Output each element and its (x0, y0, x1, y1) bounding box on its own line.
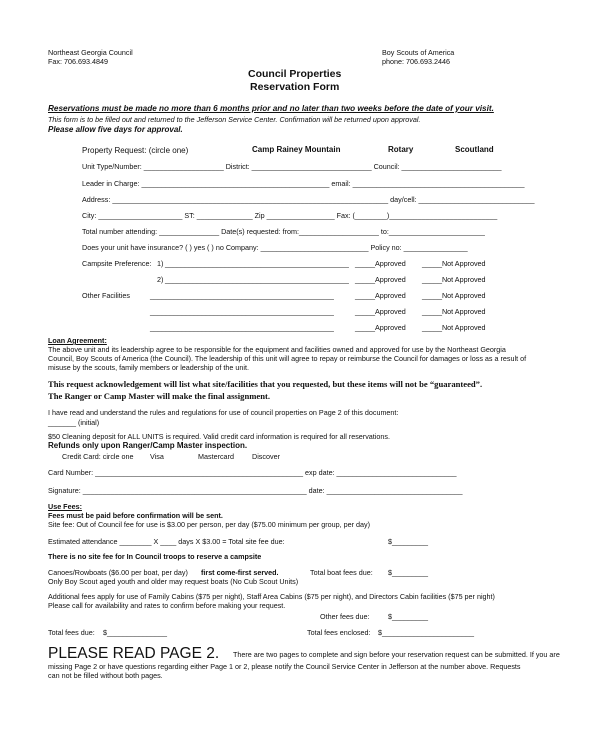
site-fee-text: Site fee: Out of Council fee for use is $3.00 per person, per day ($75.00 minimum per group, per day) (48, 520, 371, 529)
canoe-first-come: first come-first served. (201, 568, 279, 577)
fees-enclosed-label: Total fees enclosed: (307, 628, 371, 637)
approved-1[interactable]: _____Approved (355, 259, 406, 268)
not-approved-2[interactable]: _____Not Approved (422, 275, 486, 284)
facilities-label: Other Facilities (82, 291, 130, 300)
other-fees-label: Other fees due: (320, 612, 370, 621)
loan-text-3: misuse by the scouts, family members or leadership of the unit. (48, 363, 249, 372)
council-fax: Fax: 706.693.4849 (48, 57, 108, 66)
bsa-phone: phone: 706.693.2446 (382, 57, 450, 66)
loan-heading: Loan Agreement: (48, 336, 107, 345)
total-fees-field[interactable]: $_______________ (103, 628, 167, 637)
campsite-label: Campsite Preference: (82, 259, 152, 268)
loan-text-2: Council, Boy Scouts of America (the Council). The leadership of this unit will agree to repay or reimburse the Council for damages or loss as a result of (48, 354, 527, 363)
campsite-num-1: 1) (157, 259, 164, 268)
not-approved-4[interactable]: _____Not Approved (422, 307, 486, 316)
please-read-heading: PLEASE READ PAGE 2. (48, 645, 220, 662)
property-option-scoutland[interactable]: Scoutland (455, 145, 494, 154)
approved-2[interactable]: _____Approved (355, 275, 406, 284)
city-field[interactable]: City: _____________________ ST: ______________ Zip _________________ Fax: (________)___________________________ (82, 211, 498, 220)
card-type-label: Credit Card: circle one (62, 452, 134, 461)
campsite-line-1[interactable]: ______________________________________________ (165, 259, 349, 268)
canoe-restriction: Only Boy Scout aged youth and older may request boats (No Cub Scout Units) (48, 577, 299, 586)
footer-text-2: missing Page 2 or have questions regarding either Page 1 or 2, please notify the Council Service Center in Jefferson at the number above. Requests (48, 662, 521, 671)
notice-line-1: Reservations must be made no more than 6 months prior and no later than two weeks before the date of your visit. (48, 104, 494, 113)
approved-5[interactable]: _____Approved (355, 323, 406, 332)
deposit-text: $50 Cleaning deposit for ALL UNITS is required. Valid credit card information is required for all reservations. (48, 432, 390, 441)
approved-3[interactable]: _____Approved (355, 291, 406, 300)
boat-fee-amount[interactable]: $_________ (388, 568, 428, 577)
notice-line-3: Please allow five days for approval. (48, 125, 183, 134)
campsite-line-2[interactable]: ______________________________________________ (165, 275, 349, 284)
fees-heading: Use Fees: (48, 502, 82, 511)
initial-field[interactable]: _______ (initial) (48, 418, 100, 427)
site-fee-amount[interactable]: $_________ (388, 537, 428, 546)
no-site-fee-text: There is no site fee for In Council troops to reserve a campsite (48, 552, 262, 561)
address-field[interactable]: Address: _____________________________________________________________________ day/cell: _____________________________ (82, 195, 535, 204)
facility-line-3[interactable]: ______________________________________________ (150, 323, 334, 332)
fees-enclosed-field[interactable]: $_______________________ (378, 628, 474, 637)
footer-text-3: can not be filled without both pages. (48, 671, 163, 680)
card-visa[interactable]: Visa (150, 452, 164, 461)
council-name: Northeast Georgia Council (48, 48, 133, 57)
card-mastercard[interactable]: Mastercard (198, 452, 234, 461)
not-approved-1[interactable]: _____Not Approved (422, 259, 486, 268)
not-approved-5[interactable]: _____Not Approved (422, 323, 486, 332)
ack-line-2: The Ranger or Camp Master will make the final assignment. (48, 391, 270, 401)
rules-read-text: I have read and understand the rules and regulations for use of council properties on Page 2 of this document: (48, 408, 399, 417)
footer-text-1: There are two pages to complete and sign before your reservation request can be submitted. If you are (233, 650, 560, 659)
property-option-rainey[interactable]: Camp Rainey Mountain (252, 145, 341, 154)
signature-field[interactable]: Signature: ________________________________________________________ date: __________________________________ (48, 486, 463, 495)
boat-fee-label: Total boat fees due: (310, 568, 373, 577)
notice-line-2: This form is to be filled out and returned to the Jefferson Service Center. Confirmation will be returned upon approval. (48, 115, 421, 124)
facility-line-1[interactable]: ______________________________________________ (150, 291, 334, 300)
property-request-label: Property Request: (circle one) (82, 146, 189, 155)
unit-field[interactable]: Unit Type/Number: ____________________ District: ______________________________ Council: _________________________ (82, 162, 502, 171)
facility-line-2[interactable]: ______________________________________________ (150, 307, 334, 316)
page-subtitle: Reservation Form (250, 81, 340, 93)
estimated-attendance-field[interactable]: Estimated attendance ________ X ____ days X $3.00 = Total site fee due: (48, 537, 285, 546)
card-number-field[interactable]: Card Number: ____________________________________________________ exp date: ______________________________ (48, 468, 457, 477)
card-discover[interactable]: Discover (252, 452, 280, 461)
loan-text-1: The above unit and its leadership agree to be responsible for the equipment and facilities owned and approved for use by the Northeast Georgia (48, 345, 506, 354)
insurance-field[interactable]: Does your unit have insurance? ( ) yes ( ) no Company: ___________________________ Policy no: ________________ (82, 243, 468, 252)
total-fees-label: Total fees due: (48, 628, 95, 637)
bsa-name: Boy Scouts of America (382, 48, 455, 57)
page-title: Council Properties (248, 68, 342, 80)
property-option-rotary[interactable]: Rotary (388, 145, 414, 154)
availability-text: Please call for availability and rates to confirm before making your request. (48, 601, 286, 610)
approved-4[interactable]: _____Approved (355, 307, 406, 316)
leader-field[interactable]: Leader in Charge: _______________________________________________ email: ___________________________________________ (82, 179, 525, 188)
fees-must-pay: Fees must be paid before confirmation will be sent. (48, 511, 223, 520)
attendance-field[interactable]: Total number attending: _______________ Date(s) requested: from:____________________ to:________________________ (82, 227, 485, 236)
ack-line-1: This request acknowledgement will list what site/facilities that you requested, but these items will not be “guaranteed”. (48, 379, 483, 389)
canoe-text: Canoes/Rowboats ($6.00 per boat, per day) (48, 568, 188, 577)
campsite-num-2: 2) (157, 275, 164, 284)
refunds-text: Refunds only upon Ranger/Camp Master inspection. (48, 441, 248, 450)
additional-fees-text: Additional fees apply for use of Family Cabins ($75 per night), Staff Area Cabins ($75 per night), and Directors Cabin facilities ($75 per night) (48, 592, 495, 601)
not-approved-3[interactable]: _____Not Approved (422, 291, 486, 300)
other-fees-amount[interactable]: $_________ (388, 612, 428, 621)
